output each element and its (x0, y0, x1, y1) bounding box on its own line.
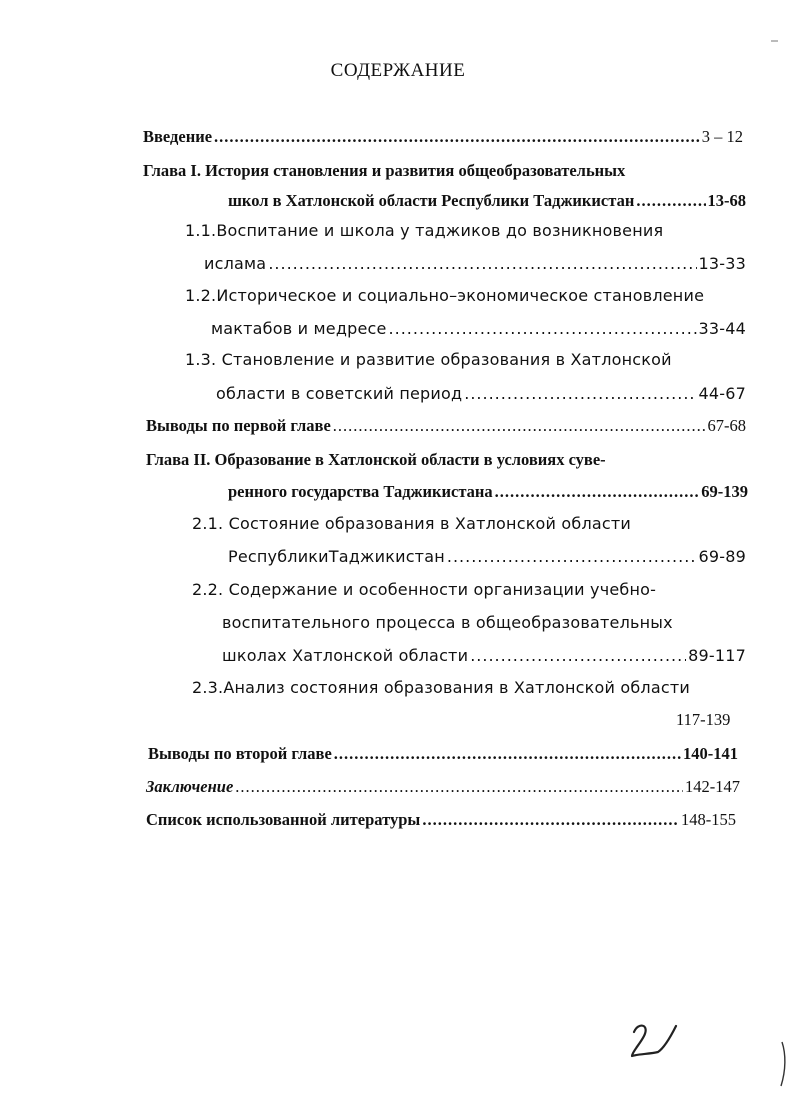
toc-section-2-1: 2.1. Состояние образования в Хатлонской области (192, 514, 632, 533)
toc-entry-conclusion-1 (146, 415, 746, 437)
toc-leader (333, 415, 706, 437)
toc-pages: 13-68 (707, 191, 746, 210)
toc-chapter2-heading: Глава II. Образование в Хатлонской области в условиях суве- (146, 450, 606, 469)
toc-section-2-2: 2.2. Содержание и особенности организации учебно- (192, 580, 657, 599)
toc-section-1-3: 1.3. Становление и развитие образования в Хатлонской (185, 350, 672, 369)
toc-leader (470, 645, 686, 667)
toc-leader (422, 809, 679, 831)
scan-speck (770, 38, 780, 44)
toc-leader (447, 546, 697, 568)
toc-label: Заключение (146, 777, 234, 796)
toc-pages: 89-117 (688, 646, 746, 665)
page-title: СОДЕРЖАНИЕ (330, 60, 466, 81)
toc-section-1-1: 1.1.Воспитание и школа у таджиков до возникновения (185, 221, 664, 240)
toc-section-1-1-cont (204, 253, 746, 275)
toc-entry-references (146, 809, 736, 831)
toc-label: мактабов и медресе (211, 319, 387, 338)
toc-pages: 44-67 (698, 384, 746, 403)
toc-label: ислама (204, 254, 267, 273)
toc-entry-intro (143, 126, 743, 148)
toc-pages: 69-89 (698, 547, 746, 566)
toc-pages: 140-141 (683, 744, 738, 763)
toc-section-2-2-cont (222, 645, 746, 667)
toc-label: ренного государства Таджикистана (228, 482, 493, 501)
toc-label: РеспубликиТаджикистан (228, 547, 445, 566)
toc-entry-final (146, 776, 740, 798)
toc-section-1-2-cont (211, 318, 746, 340)
toc-label: школ в Хатлонской области Республики Таджикистан (228, 191, 635, 210)
toc-leader (214, 126, 700, 148)
toc-leader (636, 190, 705, 212)
handwritten-page-number (628, 1018, 680, 1068)
toc-leader (235, 776, 683, 798)
toc-section-1-3-cont (216, 383, 746, 405)
toc-label: области в советский период (216, 384, 463, 403)
toc-chapter1-heading: Глава I. История становления и развития общеобразовательных (143, 161, 626, 180)
toc-leader (495, 481, 700, 503)
toc-section-2-1-cont (228, 546, 746, 568)
toc-section-2-3: 2.3.Анализ состояния образования в Хатлонской области (192, 678, 690, 697)
toc-pages: 67-68 (707, 416, 746, 435)
toc-label: школах Хатлонской области (222, 646, 469, 665)
toc-pages: 142-147 (685, 777, 740, 796)
scan-edge-mark (778, 1040, 790, 1090)
toc-label: Список использованной литературы (146, 810, 421, 829)
toc-leader (334, 743, 681, 765)
toc-section-2-3-pages: 117-139 (676, 710, 731, 729)
toc-pages: 148-155 (681, 810, 736, 829)
toc-pages: 33-44 (698, 319, 746, 338)
toc-pages: 13-33 (698, 254, 746, 273)
toc-leader (389, 318, 697, 340)
toc-label: Введение (143, 127, 213, 146)
toc-section-1-2: 1.2.Историческое и социально–экономическое становление (185, 286, 705, 305)
toc-section-2-2-line2: воспитательного процесса в общеобразовательных (222, 613, 673, 632)
toc-chapter1-heading-cont (228, 190, 746, 212)
toc-chapter2-heading-cont (228, 481, 748, 503)
toc-label: Выводы по первой главе (146, 416, 331, 435)
toc-entry-conclusion-2 (148, 743, 738, 765)
toc-pages: 3 – 12 (701, 127, 743, 146)
toc-pages: 69-139 (701, 482, 748, 501)
toc-label: Выводы по второй главе (148, 744, 332, 763)
toc-leader (464, 383, 696, 405)
toc-leader (268, 253, 696, 275)
